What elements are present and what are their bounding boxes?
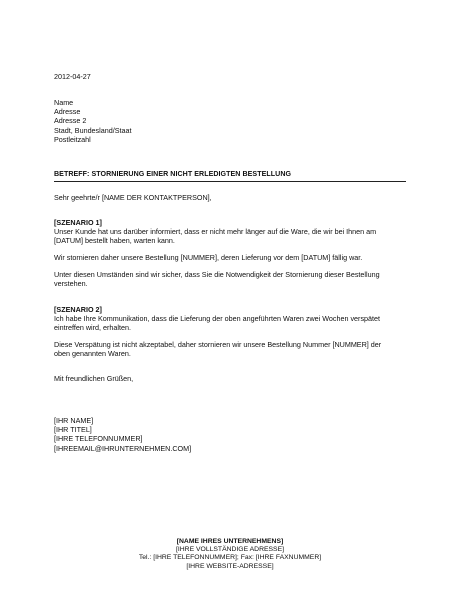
footer-address: [IHRE VOLLSTÄNDIGE ADRESSE]	[175, 546, 285, 554]
closing: Mit freundlichen Grüßen,	[54, 374, 134, 383]
letterhead-footer	[0, 538, 460, 571]
signature-email: [IHREEMAIL@IHRUNTERNEHMEN.COM]	[54, 443, 192, 453]
subject-divider	[54, 181, 406, 182]
scenario-1-paragraph-1-line-1: Unser Kunde hat uns darüber informiert, dass er nicht mehr länger auf die Ware, die wir bei Ihnen am	[54, 227, 377, 236]
address-line: Adresse 2	[54, 116, 87, 126]
address-line: Adresse	[54, 107, 81, 117]
scenario-2-title: [SZENARIO 2]	[54, 305, 102, 314]
scenario-1-paragraph-3-line-1: Unter diesen Umständen sind wir sicher, dass Sie die Notwendigkeit der Stornierung dieser Bestellung	[54, 270, 380, 279]
address-line: Stadt, Bundesland/Staat	[54, 125, 132, 135]
scenario-1-paragraph-1-line-2: [DATUM] bestellt haben, warten kann.	[54, 236, 175, 245]
address-line: Postleitzahl	[54, 134, 91, 144]
scenario-1-paragraph-2: Wir stornieren daher unsere Bestellung [NUMMER], deren Lieferung vor dem [DATUM] fällig war.	[54, 253, 363, 262]
footer-company-name: [NAME IHRES UNTERNEHMENS]	[176, 538, 284, 545]
address-line: Name	[54, 98, 74, 107]
scenario-2-paragraph-1-line-2: eintreffen wird, erhalten.	[54, 323, 131, 332]
signature-title: [IHR TITEL]	[54, 425, 92, 435]
scenario-2-paragraph-2-line-1: Diese Verspätung ist nicht akzeptabel, daher stornieren wir unsere Bestellung Nummer [NUMMER] der	[54, 340, 382, 349]
signature-name: [IHR NAME]	[54, 416, 94, 425]
recipient-address	[54, 98, 132, 144]
scenario-1-title: [SZENARIO 1]	[54, 218, 102, 227]
letter-date: 2012-04-27	[54, 72, 91, 81]
signature-block	[54, 416, 191, 453]
scenario-2-paragraph-1-line-1: Ich habe Ihre Kommunikation, dass die Lieferung der oben angeführten Waren zwei Wochen verspätet	[54, 314, 381, 323]
subject-line: BETREFF: STORNIERUNG EINER NICHT ERLEDIGTEN BESTELLUNG	[54, 170, 292, 178]
signature-phone: [IHRE TELEFONNUMMER]	[54, 434, 143, 444]
footer-contact: Tel.: [IHRE TELEFONNUMMER]; Fax: [IHRE FAXNUMMER]	[138, 554, 322, 562]
footer-website: [IHRE WEBSITE-ADRESSE]	[186, 562, 274, 570]
salutation: Sehr geehrte/r [NAME DER KONTAKTPERSON],	[54, 193, 212, 202]
scenario-1-paragraph-3-line-2: verstehen.	[54, 279, 88, 288]
scenario-2-paragraph-2-line-2: oben genannten Waren.	[54, 349, 131, 358]
